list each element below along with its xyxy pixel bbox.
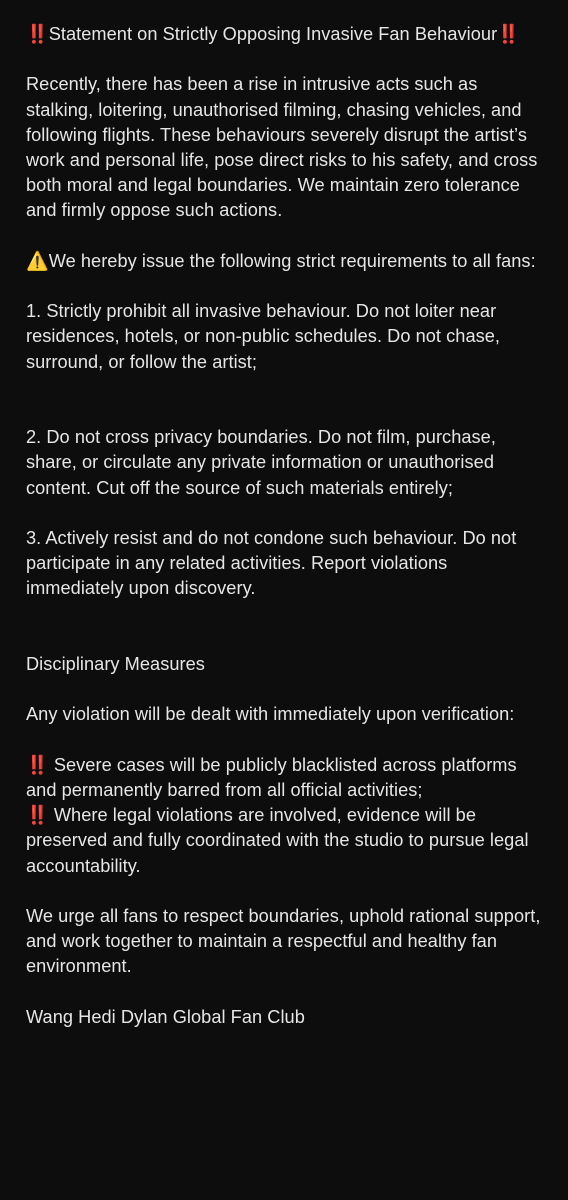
- spacer: [26, 375, 548, 425]
- statement-document: [26, 22, 548, 1030]
- requirements-intro: [26, 249, 548, 274]
- double-exclamation-icon: ‼️: [26, 805, 49, 826]
- statement-title-text: Statement on Strictly Opposing Invasive Fan Behaviour: [48, 24, 498, 44]
- spacer: [26, 602, 548, 652]
- spacer: [26, 677, 548, 702]
- closing-paragraph: We urge all fans to respect boundaries, uphold rational support, and work together to maintain a respectful and healthy fan environment.: [26, 905, 541, 977]
- spacer: [26, 274, 548, 299]
- spacer: [26, 501, 548, 526]
- spacer: [26, 980, 548, 1005]
- requirement-item-1: 1. Strictly prohibit all invasive behaviour. Do not loiter near residences, hotels, or non-public schedules. Do not chase, surround, or follow the artist;: [26, 301, 501, 372]
- intro-paragraph: Recently, there has been a rise in intrusive acts such as stalking, loitering, unauthorised filming, chasing vehicles, and following flights. These behaviours severely disrupt the artist’s work and personal life, pose direct risks to his safety, and cross both moral and legal boundaries. We maintain zero tolerance and firmly oppose such actions.: [26, 74, 538, 221]
- double-exclamation-icon: ‼️: [497, 24, 520, 44]
- double-exclamation-icon: ‼️: [26, 24, 49, 44]
- disciplinary-item-text: Severe cases will be publicly blacklisted across platforms and permanently barred from all official activities;: [26, 754, 517, 800]
- spacer: [26, 224, 548, 249]
- spacer: [26, 47, 548, 72]
- spacer: [26, 879, 548, 904]
- double-exclamation-icon: ‼️: [26, 754, 49, 775]
- spacer: [26, 728, 548, 753]
- requirement-item-2: 2. Do not cross privacy boundaries. Do not film, purchase, share, or circulate any private information or unauthorised content. Cut off the source of such materials entirely;: [26, 427, 496, 498]
- requirements-intro-text: We hereby issue the following strict requirements to all fans:: [48, 250, 536, 271]
- disciplinary-item-1: [26, 753, 548, 803]
- disciplinary-item-2: [26, 803, 548, 879]
- disciplinary-item-text: Where legal violations are involved, evidence will be preserved and fully coordinated with the studio to pursue legal accountability.: [26, 805, 529, 876]
- requirement-item-3: 3. Actively resist and do not condone such behaviour. Do not participate in any related activities. Report violations immediately upon discovery.: [26, 527, 517, 599]
- signature: Wang Hedi Dylan Global Fan Club: [26, 1006, 305, 1027]
- disciplinary-intro: Any violation will be dealt with immediately upon verification:: [26, 704, 515, 725]
- statement-title: [26, 22, 548, 47]
- disciplinary-heading: Disciplinary Measures: [26, 653, 205, 674]
- warning-icon: ⚠️: [26, 250, 49, 271]
